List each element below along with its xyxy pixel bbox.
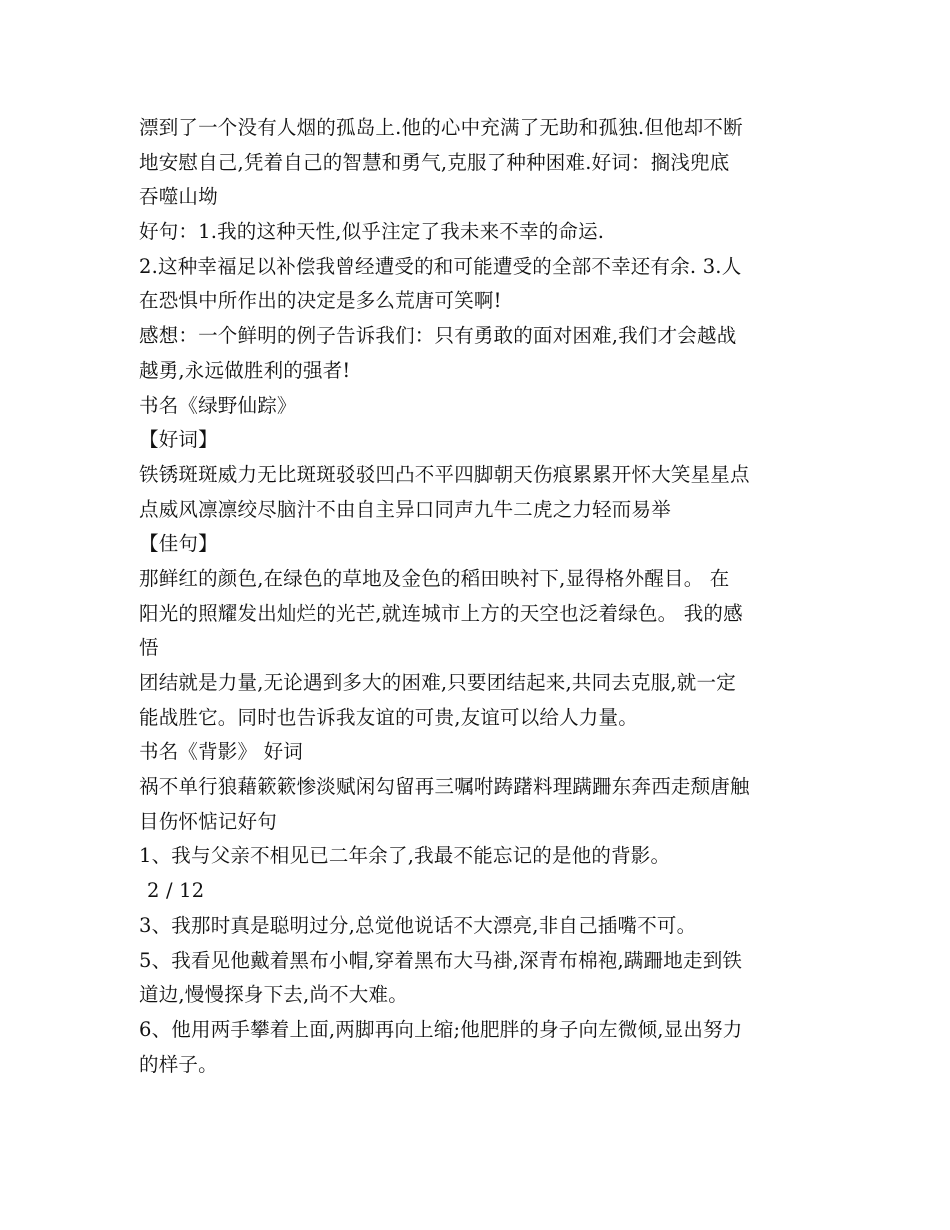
text-line: 阳光的照耀发出灿烂的光芒,就连城市上方的天空也泛着绿色。 我的感 [139,601,743,625]
book-title-heading: 书名《绿野仙踪》 [139,393,297,417]
text-line: 漂到了一个没有人烟的孤岛上.他的心中充满了无助和孤独.但他却不断 [139,116,743,139]
section-heading: 【好词】 [139,428,218,452]
text-line: 团结就是力量,无论遇到多大的困难,只要团结起来,共同去克服,就一定 [139,671,736,694]
text-line: 在恐惧中所作出的决定是多么荒唐可笑啊! [139,289,502,313]
text-line: 2.这种幸福足以补偿我曾经遭受的和可能遭受的全部不幸还有余. 3.人 [139,254,742,278]
text-line: 6、他用两手攀着上面,两脚再向上缩;他肥胖的身子向左微倾,显出努力 [139,1017,743,1041]
text-line: 的样子。 [139,1052,218,1076]
text-line: 点威风凛凛绞尽脑汁不由自主异口同声九牛二虎之力轻而易举 [139,497,671,521]
text-line: 吞噬山坳 [139,185,218,209]
text-line: 3、我那时真是聪明过分,总觉他说话不大漂亮,非自己插嘴不可。 [139,913,697,937]
text-line: 越勇,永远做胜利的强者! [139,358,351,382]
text-line: 好句：1.我的这种天性,似乎注定了我未来不幸的命运. [139,220,605,244]
text-line: 铁锈斑斑威力无比斑斑驳驳凹凸不平四脚朝天伤痕累累开怀大笑星星点 [139,462,750,486]
text-line: 那鲜红的颜色,在绿色的草地及金色的稻田映衬下,显得格外醒目。 在 [139,566,730,590]
text-line: 感想：一个鲜明的例子告诉我们：只有勇敢的面对困难,我们才会越战 [139,324,737,348]
text-line: 能战胜它。同时也告诉我友谊的可贵,友谊可以给人力量。 [139,705,638,729]
text-line: 目伤怀惦记好句 [139,809,277,833]
text-line: 1、我与父亲不相见已二年余了,我最不能忘记的是他的背影。 [139,844,671,868]
text-line: 祸不单行狼藉簌簌惨淡赋闲勾留再三嘱咐踌躇料理蹒跚东奔西走颓唐触 [139,775,750,799]
section-heading: 【佳句】 [139,532,218,556]
text-line: 悟 [139,636,159,660]
text-line: 地安慰自己,凭着自己的智慧和勇气,克服了种种困难.好词：搁浅兜底 [139,150,730,174]
text-line: 5、我看见他戴着黑布小帽,穿着黑布大马褂,深青布棉袍,蹒跚地走到铁 [139,948,743,972]
page-number: 2 / 12 [147,879,205,903]
book-title-heading: 书名《背影》 好词 [139,740,303,764]
document-body [139,111,815,1082]
text-line: 道边,慢慢探身下去,尚不大难。 [139,983,408,1007]
